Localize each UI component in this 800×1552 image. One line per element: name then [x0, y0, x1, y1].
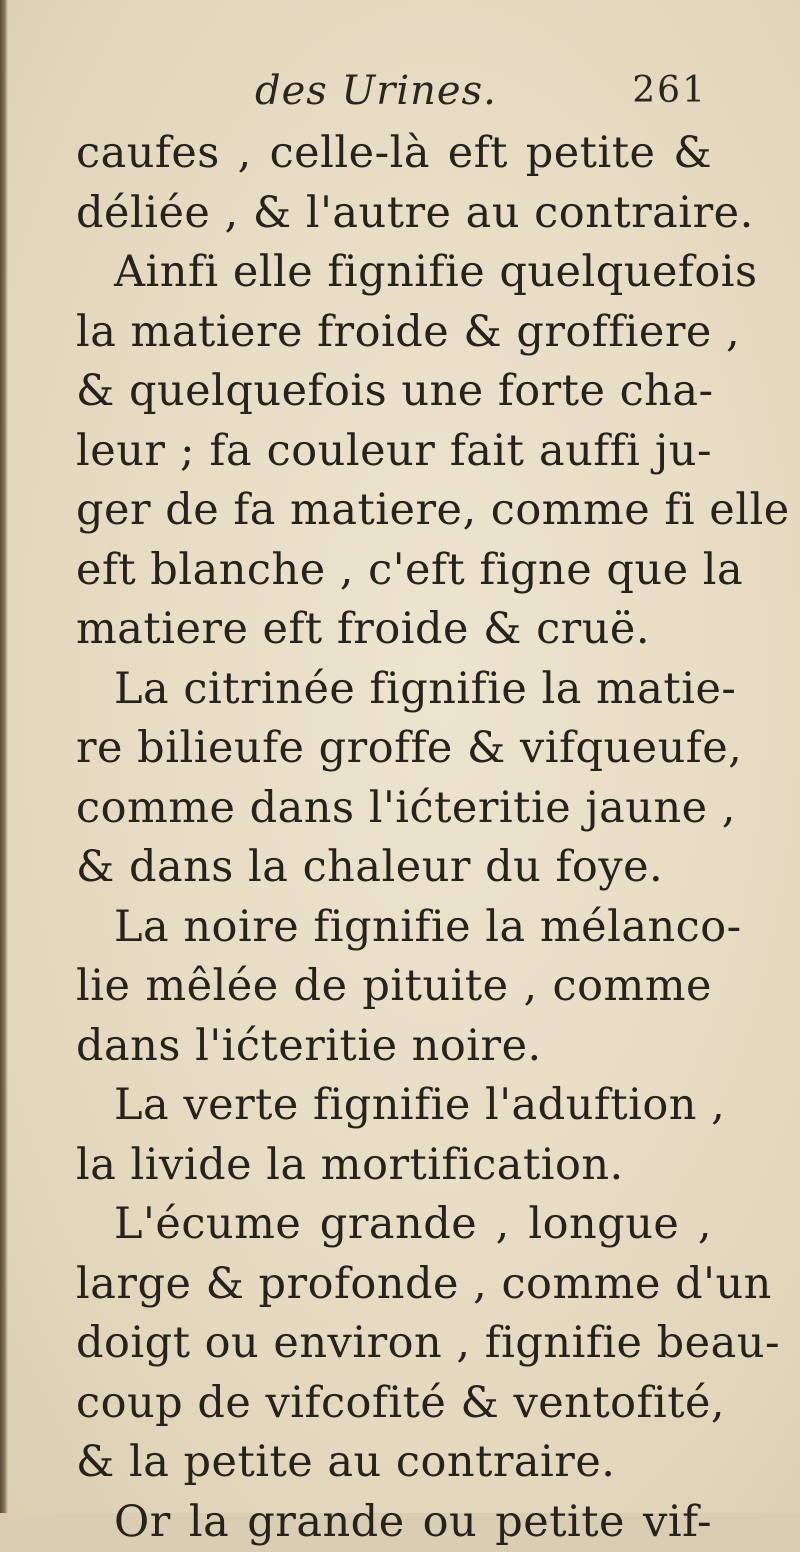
text-line: & quelquefois une forte cha- [76, 362, 712, 422]
text-line: lie mêlée de pituite , comme [76, 957, 712, 1017]
text-line: La citrinée fignifie la matie- [76, 660, 712, 720]
text-line: la livide la mortification. [76, 1136, 712, 1196]
text-line: la matiere froide & groffiere , [76, 303, 712, 363]
binding-gutter [0, 0, 8, 1513]
text-line: & dans la chaleur du foye. [76, 838, 712, 898]
text-line: Or la grande ou petite vif- [76, 1493, 712, 1552]
text-line: eft blanche , c'eft figne que la [76, 541, 712, 601]
body-text [76, 124, 712, 1552]
text-line: large & profonde , comme d'un [76, 1255, 712, 1315]
running-title: des Urines. [255, 68, 497, 114]
text-line: comme dans l'ićteritie jaune , [76, 779, 712, 839]
text-line: coup de vifcofité & ventofité, [76, 1374, 712, 1434]
text-line: La verte fignifie l'aduftion , [76, 1076, 712, 1136]
text-line: Ainfi elle fignifie quelquefois [76, 243, 712, 303]
text-line: ger de fa matiere, comme fi elle [76, 481, 712, 541]
text-line: leur ; fa couleur fait auffi ju- [76, 422, 712, 482]
page-number: 261 [632, 70, 707, 111]
text-line: déliée , & l'autre au contraire. [76, 184, 712, 244]
text-line: La noire fignifie la mélanco- [76, 898, 712, 958]
text-line: caufes , celle-là eft petite & [76, 124, 712, 184]
text-line: doigt ou environ , fignifie beau- [76, 1314, 712, 1374]
text-line: re bilieufe groffe & vifqueufe, [76, 719, 712, 779]
text-line: & la petite au contraire. [76, 1433, 712, 1493]
text-line: L'écume grande , longue , [76, 1195, 712, 1255]
text-line: dans l'ićteritie noire. [76, 1017, 712, 1077]
page-header [255, 68, 715, 118]
text-line: matiere eft froide & cruë. [76, 600, 712, 660]
